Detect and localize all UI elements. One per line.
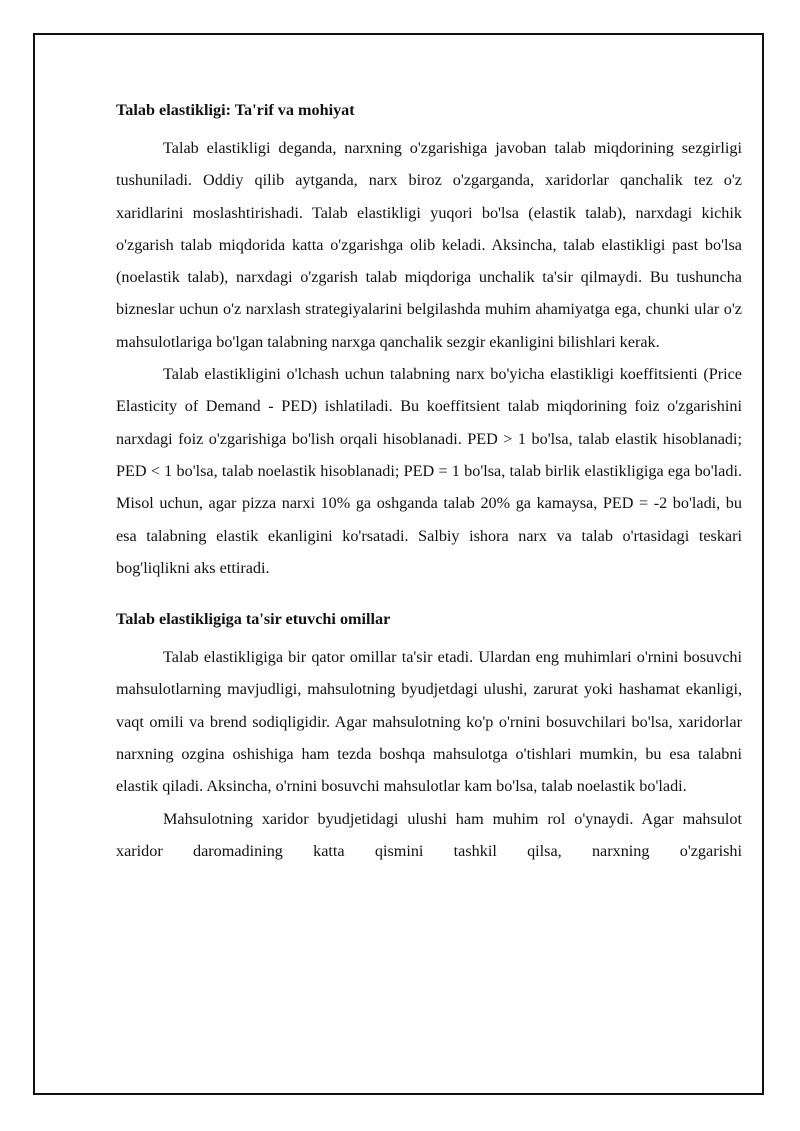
- paragraph-ped-measurement: Talab elastikligini o'lchash uchun talabning narx bo'yicha elastikligi koeffitsienti (Price Elasticity of Demand - PED) ishlatiladi. Bu koeffitsient talab miqdorining foiz o'zgarishini narxdagi foiz o'zgarishiga bo'lish orqali hisoblanadi. PED > 1 bo'lsa, talab elastik hisoblanadi; PED < 1 bo'lsa, talab noelastik hisoblanadi; PED = 1 bo'lsa, talab birlik elastikligiga ega bo'ladi. Misol uchun, agar pizza narxi 10% ga oshganda talab 20% ga kamaysa, PED = -2 bo'ladi, bu esa talabning elastik ekanligini ko'rsatadi. Salbiy ishora narx va talab o'rtasidagi teskari bog'liqlikni aks ettiradi.: [116, 365, 742, 577]
- section-heading-definition: Talab elastikligi: Ta'rif va mohiyat: [116, 101, 355, 119]
- section-heading-factors: Talab elastikligiga ta'sir etuvchi omillar: [116, 610, 391, 629]
- document-body: [116, 98, 742, 867]
- paragraph-budget-share: Mahsulotning xaridor byudjetidagi ulushi ham muhim rol o'ynaydi. Agar mahsulot xaridor daromadining katta qismini tashkil qilsa, narxning o'zgarishi: [116, 809, 742, 860]
- paragraph-factors: Talab elastikligiga bir qator omillar ta'sir etadi. Ulardan eng muhimlari o'rnini bosuvchi mahsulotlarning mavjudligi, mahsulotning byudjetdagi ulushi, zarurat yoki hashamat ekanligi, vaqt omili va brend sodiqligidir. Agar mahsulotning ko'p o'rnini bosuvchilari bo'lsa, xaridorlar narxning ozgina oshishiga ham tezda boshqa mahsulotga o'tishlari mumkin, bu esa talabni elastik qiladi. Aksincha, o'rnini bosuvchi mahsulotlar kam bo'lsa, talab noelastik bo'ladi.: [116, 648, 742, 796]
- paragraph-definition: Talab elastikligi deganda, narxning o'zgarishiga javoban talab miqdorining sezgirligi tushuniladi. Oddiy qilib aytganda, narx biroz o'zgarganda, xaridorlar qanchalik tez o'z xaridlarini moslashtirishadi. Talab elastikligi yuqori bo'lsa (elastik talab), narxdagi kichik o'zgarish talab miqdorida katta o'zgarishga olib keladi. Aksincha, talab elastikligi past bo'lsa (noelastik talab), narxdagi o'zgarish talab miqdoriga unchalik ta'sir qilmaydi. Bu tushuncha bizneslar uchun o'z narxlash strategiyalarini belgilashda muhim ahamiyatga ega, chunki ular o'z mahsulotlariga bo'lgan talabning narxga qanchalik sezgir ekanligini bilishlari kerak.: [116, 139, 742, 351]
